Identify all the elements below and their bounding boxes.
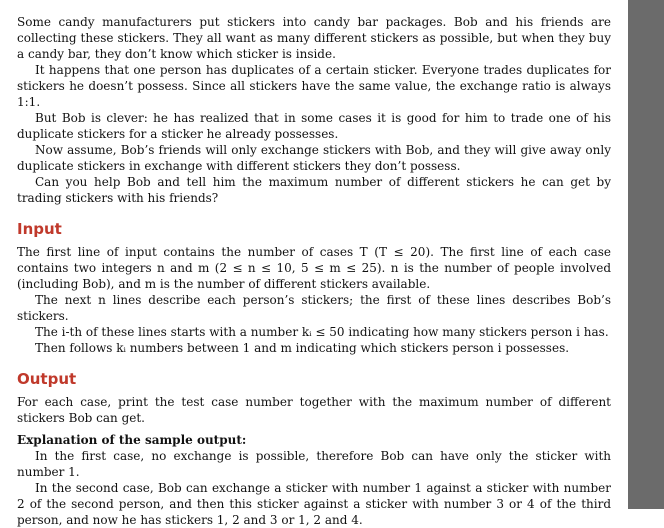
input-heading: Input (17, 220, 62, 238)
output-heading: Output (17, 370, 77, 388)
input-paragraph-4: Then follows kᵢ numbers between 1 and m indicating which stickers person i possesses. (35, 341, 570, 355)
statement-paragraph-1: Some candy manufacturers put stickers into candy bar packages. Bob and his friends are collecting these stickers. They all want as many different stickers as possible, but when they buy a candy bar, they don’t know which sticker is inside. (17, 15, 611, 61)
statement-paragraph-2: It happens that one person has duplicates of a certain sticker. Everyone trades duplicates for stickers he doesn’t possess. Since all stickers have the same value, the exchange ratio is always 1:1. (17, 63, 611, 109)
statement-paragraph-4: Now assume, Bob’s friends will only exchange stickers with Bob, and they will give away only duplicate stickers in exchange with different stickers they don’t possess. (17, 143, 611, 173)
explanation-paragraph-1: In the first case, no exchange is possible, therefore Bob can have only the sticker with number 1. (17, 449, 611, 479)
input-paragraph-1: The first line of input contains the number of cases T (T ≤ 20). The first line of each case contains two integers n and m (2 ≤ n ≤ 10, 5 ≤ m ≤ 25). n is the number of people involved (including Bob), and m is the number of different stickers available. (17, 245, 611, 291)
statement-paragraph-3: But Bob is clever: he has realized that in some cases it is good for him to trade one of his duplicate stickers for a sticker he already possesses. (17, 111, 611, 141)
output-paragraph: For each case, print the test case number together with the maximum number of different stickers Bob can get. (17, 395, 611, 425)
input-paragraph-2: The next n lines describe each person’s stickers; the first of these lines describes Bob’s stickers. (17, 293, 611, 323)
side-scrollbar-track[interactable] (628, 0, 664, 509)
problem-content (17, 14, 611, 528)
input-paragraph-3: The i-th of these lines starts with a number kᵢ ≤ 50 indicating how many stickers person i has. (35, 325, 609, 339)
explanation-paragraph-2: In the second case, Bob can exchange a sticker with number 1 against a sticker with number 2 of the second person, and then this sticker against a sticker with number 3 or 4 of the third person, and now he has stickers 1, 2 and 3 or 1, 2 and 4. (17, 481, 611, 527)
explanation-heading: Explanation of the sample output: (17, 433, 247, 447)
statement-paragraph-5: Can you help Bob and tell him the maximum number of different stickers he can get by trading stickers with his friends? (17, 175, 611, 205)
